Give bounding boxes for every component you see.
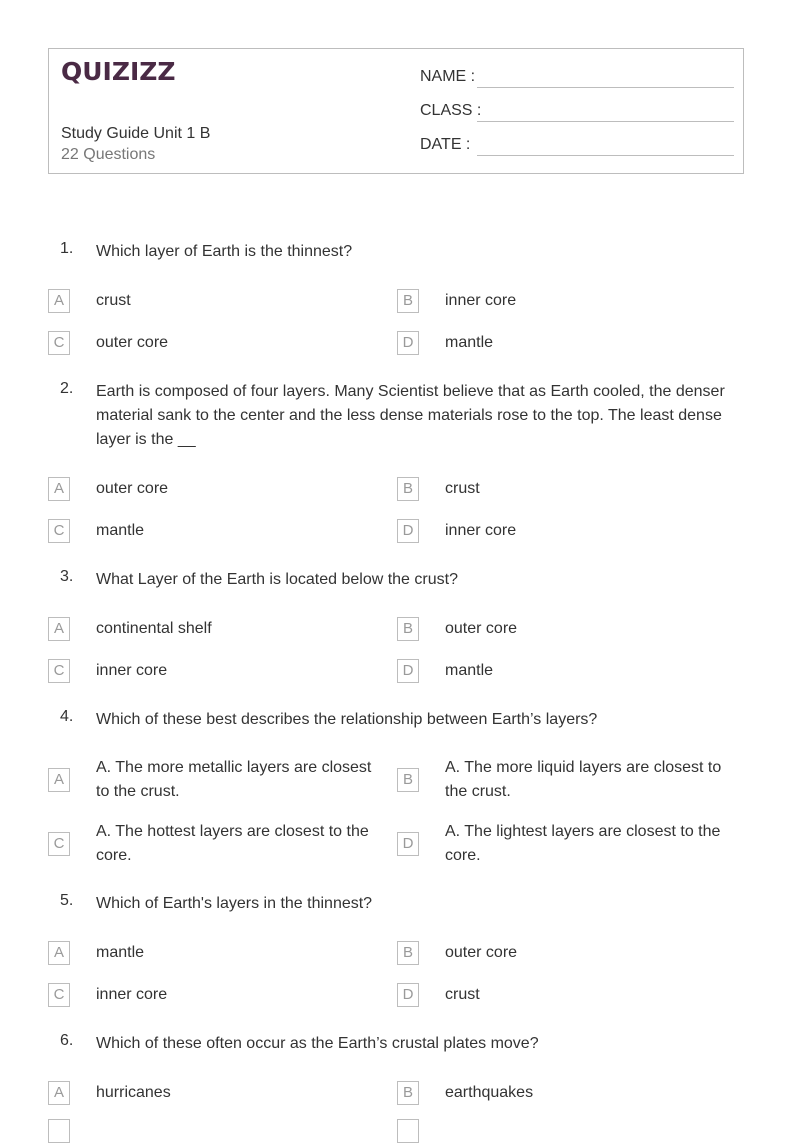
name-field[interactable]	[420, 66, 734, 88]
class-label: CLASS :	[420, 102, 482, 119]
question-text: Earth is composed of four layers. Many Scientist believe that as Earth cooled, the denser material sank to the center and the less dense materials rose to the top. The least dense layer is the __	[96, 383, 725, 448]
option-text: inner core	[96, 662, 168, 679]
question-number: 1.	[60, 240, 74, 257]
option-letter-box[interactable]: B	[397, 941, 419, 965]
option-letter-box[interactable]: A	[48, 477, 70, 501]
worksheet-title: Study Guide Unit 1 B	[61, 125, 211, 142]
question-number: 2.	[60, 380, 74, 397]
worksheet-header	[48, 48, 744, 174]
class-line[interactable]	[477, 121, 734, 122]
quizizz-logo: QUIZIZZ	[61, 57, 176, 86]
question-text: Which of these best describes the relationship between Earth’s layers?	[96, 711, 598, 728]
option-letter-box[interactable]: B	[397, 289, 419, 313]
option-text: crust	[96, 292, 131, 309]
option-letter-box[interactable]: D	[397, 331, 419, 355]
question-count: 22 Questions	[61, 146, 156, 163]
option-letter-box[interactable]: A	[48, 617, 70, 641]
question-text: Which layer of Earth is the thinnest?	[96, 243, 353, 260]
option-text: A. The more metallic layers are closest to the crust.	[96, 759, 372, 800]
date-field[interactable]	[420, 134, 734, 156]
option-text: mantle	[96, 522, 145, 539]
option-letter-box[interactable]: C	[48, 983, 70, 1007]
date-line[interactable]	[477, 155, 734, 156]
option-letter-box[interactable]: C	[48, 832, 70, 856]
option-text: A. The lightest layers are closest to the core.	[445, 823, 721, 864]
option-b[interactable]	[397, 756, 737, 804]
date-label: DATE :	[420, 136, 471, 153]
question-number: 3.	[60, 568, 74, 585]
option-text: hurricanes	[96, 1084, 171, 1101]
option-text: outer core	[445, 944, 518, 961]
option-text: inner core	[96, 986, 168, 1003]
option-c[interactable]	[48, 820, 388, 868]
question-number: 5.	[60, 892, 74, 909]
option-letter-box[interactable]: D	[397, 659, 419, 683]
question-text: Which of these often occur as the Earth’s crustal plates move?	[96, 1035, 539, 1052]
question-number: 4.	[60, 708, 74, 725]
name-line[interactable]	[477, 87, 734, 88]
option-letter-box[interactable]: B	[397, 477, 419, 501]
question-text: Which of Earth's layers in the thinnest?	[96, 895, 373, 912]
option-text: A. The more liquid layers are closest to the crust.	[445, 759, 722, 800]
option-text: outer core	[445, 620, 518, 637]
option-letter-box[interactable]: A	[48, 941, 70, 965]
option-text: outer core	[96, 334, 169, 351]
option-letter-box[interactable]: A	[48, 768, 70, 792]
question-number: 6.	[60, 1032, 74, 1049]
option-text: outer core	[96, 480, 169, 497]
option-text: mantle	[96, 944, 145, 961]
option-letter-box[interactable]: C	[48, 659, 70, 683]
option-text: inner core	[445, 522, 517, 539]
option-letter-box[interactable]: A	[48, 1081, 70, 1105]
option-text: continental shelf	[96, 620, 212, 637]
option-letter-box[interactable]: B	[397, 617, 419, 641]
option-d[interactable]	[397, 820, 737, 868]
option-letter-box[interactable]: C	[48, 331, 70, 355]
option-a[interactable]	[48, 756, 388, 804]
option-letter-box[interactable]: B	[397, 768, 419, 792]
class-field[interactable]	[420, 100, 734, 122]
option-text: crust	[445, 986, 480, 1003]
option-letter-box[interactable]: A	[48, 289, 70, 313]
option-letter-box[interactable]: C	[48, 519, 70, 543]
option-text: earthquakes	[445, 1084, 534, 1101]
question-text: What Layer of the Earth is located below the crust?	[96, 571, 458, 588]
option-letter-box[interactable]: D	[397, 832, 419, 856]
option-text: mantle	[445, 334, 494, 351]
option-text: crust	[445, 480, 480, 497]
option-text: inner core	[445, 292, 517, 309]
name-label: NAME :	[420, 68, 476, 85]
option-letter-box[interactable]: D	[397, 519, 419, 543]
option-text: mantle	[445, 662, 494, 679]
option-letter-box[interactable]: B	[397, 1081, 419, 1105]
option-letter-box[interactable]: D	[397, 983, 419, 1007]
option-text: A. The hottest layers are closest to the core.	[96, 823, 369, 864]
